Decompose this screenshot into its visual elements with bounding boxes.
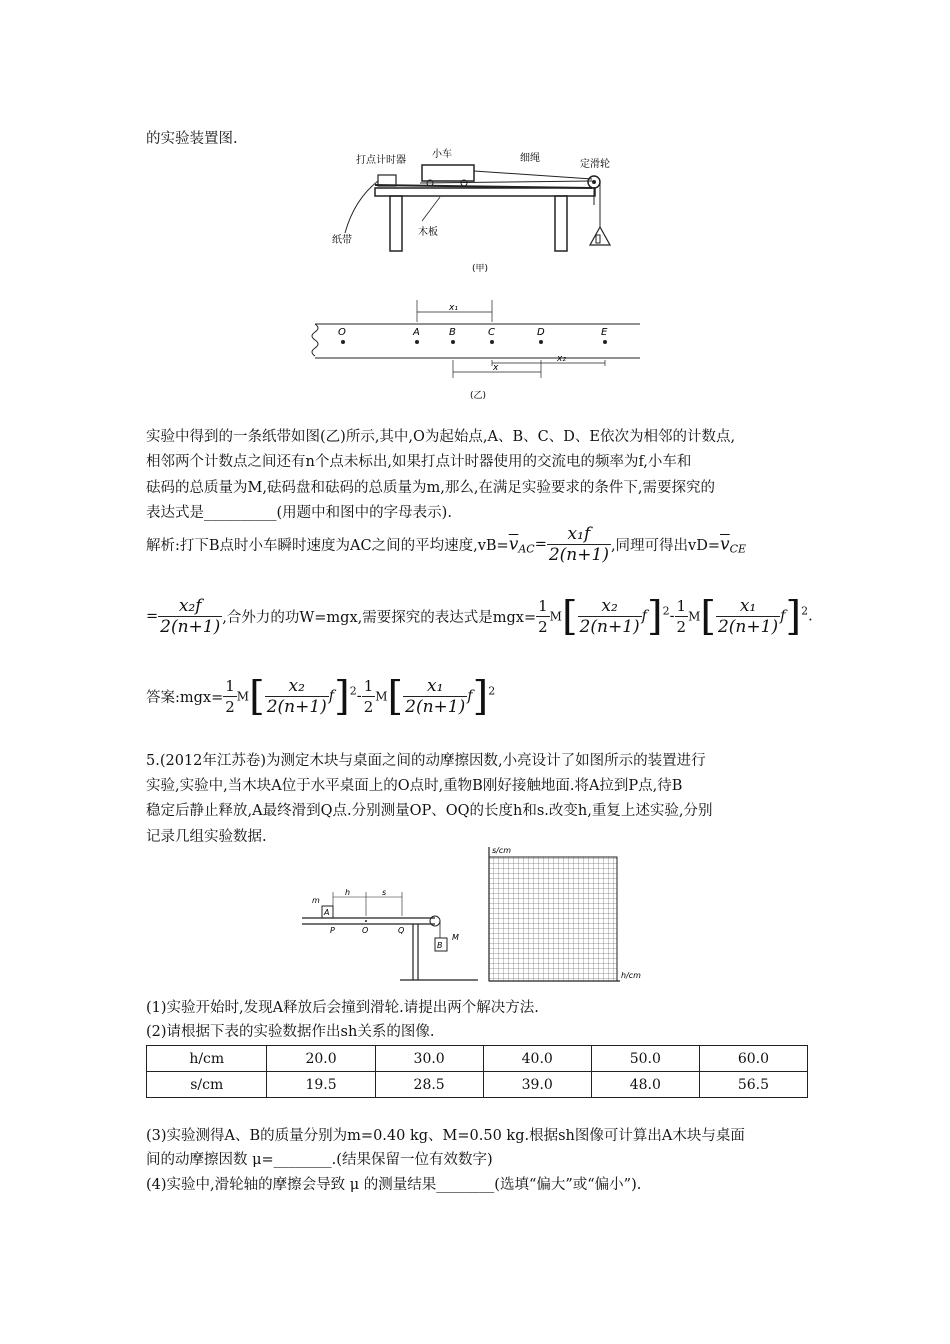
svg-text:M: M bbox=[452, 933, 459, 942]
caption-jia: (甲) bbox=[472, 264, 489, 274]
label-x: x bbox=[493, 363, 499, 373]
sub-question-3a: (3)实验测得A、B的质量分别为m=0.40 kg、M=0.50 kg.根据sh图像可计算出A木块与桌面 bbox=[146, 1128, 745, 1144]
frac-half-a: $\frac{1}{2}$ bbox=[538, 597, 548, 636]
frac-vb bbox=[547, 524, 611, 565]
label-x2: x₂ bbox=[557, 354, 566, 364]
frac-vd-den: 2(n+1) bbox=[160, 617, 221, 637]
label-pulley: 定滑轮 bbox=[580, 159, 610, 170]
frac-vb-num: x₁f bbox=[567, 524, 591, 544]
svg-text:A: A bbox=[324, 908, 330, 917]
analysis-prefix: 解析:打下B点时小车瞬时速度为AC之间的平均速度,vB= bbox=[146, 538, 509, 554]
frac-x1-a: $\frac{\text{x₁}}{2(n+1)}$ bbox=[717, 596, 779, 637]
q5-line-1: 5.(2012年江苏卷)为测定木块与桌面之间的动摩擦因数,小亮设计了如图所示的装置进行 bbox=[146, 753, 706, 769]
answer-label: 答案:mgx= bbox=[146, 690, 224, 706]
para4-line-4: 表达式是__________(用题中和图中的字母表示). bbox=[146, 505, 452, 521]
frac-vd bbox=[158, 596, 222, 637]
q5-grid-figure bbox=[478, 843, 648, 985]
point-A: A bbox=[413, 327, 420, 338]
v-ce: $\overline{v}$ bbox=[720, 534, 730, 555]
tape-figure-yi bbox=[305, 298, 645, 406]
v-ac-sub: AC bbox=[518, 542, 535, 556]
v-ac: $\overline{v}$ bbox=[508, 534, 519, 555]
svg-text:h: h bbox=[345, 888, 351, 897]
point-E: E bbox=[601, 327, 608, 338]
label-board: 木板 bbox=[418, 227, 438, 238]
caption-yi: (乙) bbox=[470, 391, 487, 401]
apparatus-figure-jia bbox=[330, 145, 630, 280]
intro-line: 的实验装置图. bbox=[146, 131, 238, 147]
svg-text:B: B bbox=[437, 941, 443, 950]
label-cart: 小车 bbox=[432, 149, 452, 160]
frac-x2-a: $\frac{\text{x₂}}{2(n+1)}$ bbox=[579, 596, 640, 637]
para4-line-3: 砝码的总质量为M,砝码盘和砝码的总质量为m,那么,在满足实验要求的条件下,需要探究的 bbox=[146, 480, 716, 496]
point-D: D bbox=[537, 327, 545, 338]
analysis-line-1: 解析:打下B点时小车瞬时速度为AC之间的平均速度$,vB=\overline{v}_{AC}=$ $\frac{\text{x₁f}}{2(n+1)}$ ,同理可得出$vD=\overline{v}_{CE}$ bbox=[146, 524, 747, 565]
analysis-line2-mid: ,合外力的功W=mgx,需要探究的表达式是mgx= bbox=[222, 610, 537, 626]
point-C: C bbox=[488, 327, 495, 338]
q5-apparatus-figure bbox=[300, 880, 480, 985]
frac-half-b: $\frac{1}{2}$ bbox=[676, 597, 687, 636]
analysis-line-2: = $\frac{\text{x₂f}}{2(n+1)}$ ,合外力的功W=mgx,需要探究的表达式是mgx= $\frac{1}{2}$ M[ $\frac{\text{x₂}}{2(n+1)}$ f]$^2$- $\frac{1}{2}$ M[ $\frac{\text{x₁}}{2(n+1)}$ f]$^2$. bbox=[146, 593, 813, 640]
sub-question-4: (4)实验中,滑轮轴的摩擦会导致 μ 的测量结果________(选填“偏大”或“偏小”). bbox=[146, 1177, 642, 1193]
table-row: h/cm 20.0 30.0 40.0 50.0 60.0 bbox=[147, 1046, 808, 1072]
label-rope: 细绳 bbox=[520, 153, 540, 164]
sub-question-1: (1)实验开始时,发现A释放后会撞到滑轮.请提出两个解决方法. bbox=[146, 1000, 539, 1016]
analysis-mid: ,同理可得出vD= bbox=[610, 538, 721, 554]
label-timer: 打点计时器 bbox=[356, 155, 406, 166]
svg-text:P: P bbox=[330, 926, 335, 935]
point-O: O bbox=[338, 327, 346, 338]
q5-line-2: 实验,实验中,当木块A位于水平桌面上的O点时,重物B刚好接触地面.将A拉到P点,待B bbox=[146, 778, 683, 794]
y-axis-label: s/cm bbox=[492, 846, 512, 855]
svg-text:m: m bbox=[312, 896, 320, 905]
svg-text:O: O bbox=[362, 926, 369, 935]
label-tape: 纸带 bbox=[332, 235, 352, 246]
v-ce-sub: CE bbox=[729, 542, 747, 556]
point-B: B bbox=[449, 327, 456, 338]
table-row: s/cm 19.5 28.5 39.0 48.0 56.5 bbox=[147, 1072, 808, 1098]
frac-vb-den: 2(n+1) bbox=[548, 545, 609, 565]
frac-vd-num: x₂f bbox=[178, 596, 202, 616]
para4-line-2: 相邻两个计数点之间还有n个点未标出,如果打点计时器使用的交流电的频率为f,小车和 bbox=[146, 454, 692, 470]
q5-line-3: 稳定后静止释放,A最终滑到Q点.分别测量OP、OQ的长度h和s.改变h,重复上述实验,分别 bbox=[146, 803, 713, 819]
label-x1: x₁ bbox=[449, 303, 458, 313]
x-axis-label: h/cm bbox=[621, 971, 641, 980]
svg-text:s: s bbox=[382, 888, 387, 897]
svg-text:Q: Q bbox=[398, 926, 405, 935]
sub-question-2: (2)请根据下表的实验数据作出sh关系的图像. bbox=[146, 1024, 435, 1040]
data-table bbox=[146, 1045, 808, 1098]
para4-line-1: 实验中得到的一条纸带如图(乙)所示,其中,O为起始点,A、B、C、D、E依次为相邻的计数点, bbox=[146, 429, 736, 445]
sub-question-3b: 间的动摩擦因数 μ=________.(结果保留一位有效数字) bbox=[146, 1152, 493, 1168]
answer-line: 答案:mgx= $\frac{1}{2}$ M[ $\frac{\text{x₂}}{2(n+1)}$ f]$^2$- $\frac{1}{2}$ M[ $\frac{\text{x₁}}{2(n+1)}$ f]$^2$ bbox=[146, 673, 496, 720]
q5-line-4: 记录几组实验数据. bbox=[146, 829, 267, 845]
